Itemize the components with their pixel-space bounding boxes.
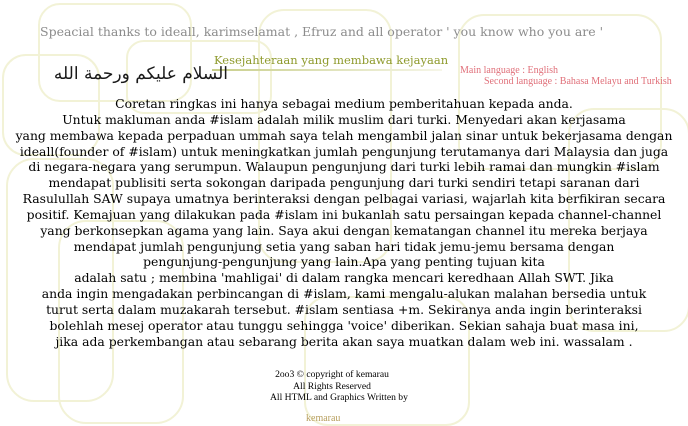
thanks-note: Speacial thanks to ideall, karimselamat , Efruz and all operator ' you know who you are ' (40, 24, 604, 39)
copyright-line: 2oo3 © copyright of kemarau (275, 369, 389, 380)
article-line: pengunjung-pengunjung yang lain.Apa yang penting tujuan kita (143, 254, 545, 270)
article-line: anda ingin mengadakan perbincangan di #islam, kami mengalu-alukan malahan bersedia untuk (41, 286, 647, 302)
article-line: Coretan ringkas ini hanya sebagai medium pemberitahuan kepada anda. (115, 96, 573, 111)
article-line: jika ada perkembangan atau sebarang berita akan saya muatkan dalam web ini. wassalam . (55, 333, 633, 349)
article-line: turut serta dalam muzakarah tersebut. #islam sentiasa +m. Sekiranya anda ingin berinteraksi (46, 301, 642, 317)
article-line: yang berkonsepkan agama yang lain. Saya akui dengan kematangan channel itu mereka berjaya (40, 222, 648, 238)
credits-line: All HTML and Graphics Written by (270, 392, 408, 404)
author-link[interactable]: kemarau (306, 413, 341, 424)
article-body (2, 96, 686, 350)
article-line: adalah satu ; membina 'mahligai' di dalam rangka mencari keredhaan Allah SWT. Jika (74, 270, 614, 286)
article-line: yang membawa kepada perpaduan ummah saya telah mengambil jalan sinar untuk bekerjasama dengan (15, 127, 673, 143)
article-line: mendapat jumlah pengunjung setia yang saban hari tidak jemu-jemu bersama dengan (73, 238, 615, 254)
article-line: mendapat publisiti serta sokongan daripada pengunjung dari turki sendiri tetapi saranan dari (48, 175, 640, 191)
article-line: Rasulullah SAW supaya umatnya berinteraksi dengan pelbagai variasi, wajarlah kita berfikiran secara (22, 191, 666, 207)
copyright-block (270, 369, 408, 404)
article-line: Untuk makluman anda #islam adalah milik muslim dari turki. Menyedari akan kerjasama (62, 111, 626, 127)
arabic-greeting: السلام عليكم ورحمة الله (53, 64, 228, 84)
arabic-greeting-calligraphy (30, 64, 228, 98)
rights-line: All Rights Reserved (293, 380, 371, 392)
second-language-note: Second language : Bahasa Melayu and Turkish (484, 76, 672, 87)
article-line: bolehlah mesej operator atau tunggu sehingga 'voice' diberikan. Sekian sahaja buat masa ini, (49, 317, 639, 333)
article-line: ideall(founder of #islam) untuk meningkatkan jumlah pengunjung terutamanya dari Malaysia dan juga (19, 143, 669, 159)
article-line: positif. Kemajuan yang dilakukan pada #islam ini bukanlah satu persaingan kepada channel-channel (26, 206, 662, 222)
main-language-note: Main language : English (460, 65, 559, 76)
motto-underline (212, 69, 442, 71)
article-line: di negara-negara yang serumpun. Walaupun pengunjung dari turki lebih ramai dan mungkin #islam (28, 159, 660, 175)
motto: Kesejahteraan yang membawa kejayaan (214, 53, 449, 67)
